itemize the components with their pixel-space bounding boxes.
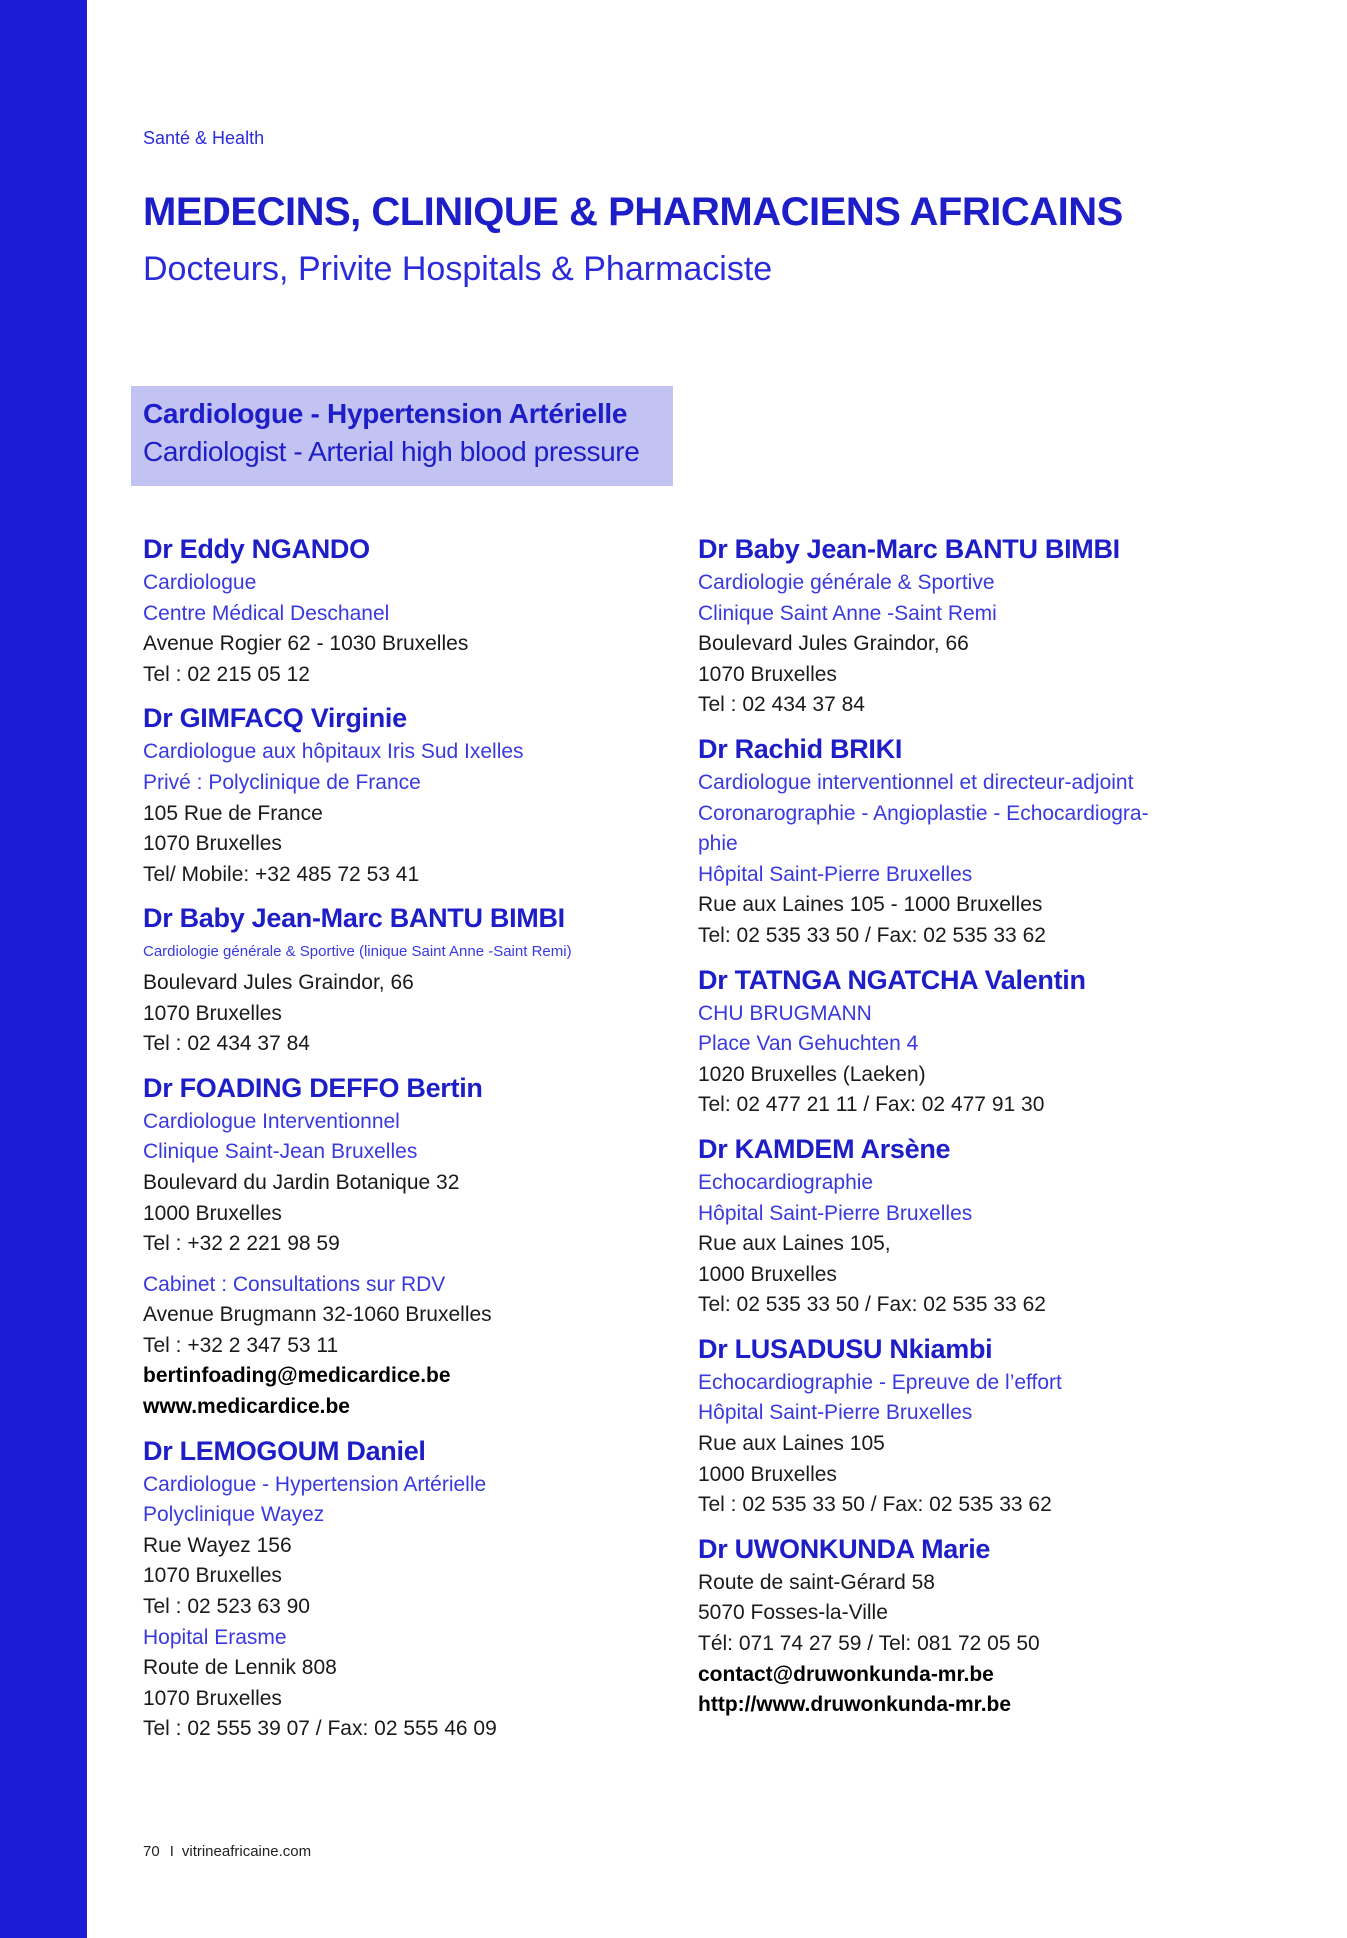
detail-line: Cardiologue interventionnel et directeur-adjoint <box>698 770 1134 794</box>
doctor-name: Dr Rachid BRIKI <box>698 733 903 764</box>
detail-line: Rue aux Laines 105, <box>698 1232 891 1256</box>
detail-line: 1020 Bruxelles (Laeken) <box>698 1062 926 1086</box>
detail-line: 1070 Bruxelles <box>143 1001 282 1025</box>
category-title-en: Cardiologist - Arterial high blood pressure <box>143 436 640 467</box>
detail-line: Cardiologie générale & Sportive <box>698 571 995 594</box>
doctor-name: Dr Baby Jean-Marc BANTU BIMBI <box>698 534 1120 564</box>
detail-line: Rue Wayez 156 <box>143 1533 292 1557</box>
category-title-fr: Cardiologue - Hypertension Artérielle <box>143 398 628 429</box>
detail-line: Tel: 02 535 33 50 / Fax: 02 535 33 62 <box>698 1293 1046 1317</box>
detail-line: 1000 Bruxelles <box>698 1262 837 1286</box>
detail-line: 1000 Bruxelles <box>698 1462 837 1486</box>
detail-line: 1070 Bruxelles <box>143 1686 282 1710</box>
doctor-name: Dr Baby Jean-Marc BANTU BIMBI <box>143 903 565 934</box>
contact-link[interactable]: http://www.druwonkunda-mr.be <box>698 1693 1012 1717</box>
detail-line: Tel/ Mobile: +32 485 72 53 41 <box>143 862 420 886</box>
doctor-name: Dr UWONKUNDA Marie <box>698 1533 991 1564</box>
detail-line: Tel: 02 535 33 50 / Fax: 02 535 33 62 <box>698 923 1046 947</box>
detail-line: Tel : 02 535 33 50 / Fax: 02 535 33 62 <box>698 1493 1052 1517</box>
doctor-entry <box>143 530 683 690</box>
detail-line: Hôpital Saint-Pierre Bruxelles <box>698 1401 973 1425</box>
doctor-entry <box>698 1130 1218 1321</box>
detail-line: Tel : 02 434 37 84 <box>698 693 865 717</box>
detail-line: Avenue Rogier 62 - 1030 Bruxelles <box>143 632 469 656</box>
page-footer <box>143 1843 311 1860</box>
detail-line: 1070 Bruxelles <box>698 662 837 686</box>
detail-line: Boulevard du Jardin Botanique 32 <box>143 1170 460 1194</box>
detail-line: Echocardiographie <box>698 1170 874 1194</box>
doctor-entry <box>698 530 1218 721</box>
right-column <box>698 530 1218 1730</box>
detail-line: Tel: 02 477 21 11 / Fax: 02 477 91 30 <box>698 1093 1045 1117</box>
detail-line: Tel : 02 523 63 90 <box>143 1595 310 1619</box>
footer-separator: I <box>169 1843 174 1860</box>
detail-line: Tel : 02 555 39 07 / Fax: 02 555 46 09 <box>143 1717 497 1741</box>
detail-line: Cardiologue aux hôpitaux Iris Sud Ixelles <box>143 740 524 764</box>
contact-link[interactable]: contact@druwonkunda-mr.be <box>698 1662 994 1686</box>
detail-line: Coronarographie - Angioplastie - Echocardiogra- <box>698 801 1149 825</box>
detail-line: Boulevard Jules Graindor, 66 <box>698 632 969 656</box>
doctor-entry <box>143 699 683 890</box>
detail-line: phie <box>698 832 738 856</box>
detail-line: Route de Lennik 808 <box>143 1656 337 1680</box>
section-tag: Santé & Health <box>143 128 265 148</box>
doctor-entry <box>698 961 1218 1121</box>
detail-line: Hôpital Saint-Pierre Bruxelles <box>698 1201 973 1225</box>
doctor-entry <box>698 1530 1218 1721</box>
detail-line: CHU BRUGMANN <box>698 1001 872 1025</box>
detail-line: Hôpital Saint-Pierre Bruxelles <box>698 862 973 886</box>
doctor-name: Dr TATNGA NGATCHA Valentin <box>698 964 1086 995</box>
contact-link[interactable]: bertinfoading@medicardice.be <box>143 1364 451 1388</box>
detail-line: Cabinet : Consultations sur RDV <box>143 1272 446 1296</box>
detail-line: Hopital Erasme <box>143 1625 287 1649</box>
detail-line: Route de saint-Gérard 58 <box>698 1570 935 1594</box>
detail-line: Tel : +32 2 221 98 59 <box>143 1232 340 1256</box>
detail-line: Avenue Brugmann 32-1060 Bruxelles <box>143 1303 492 1327</box>
footer-site: vitrineafricaine.com <box>181 1843 312 1860</box>
page-subtitle: Docteurs, Privite Hospitals & Pharmaciste <box>143 250 773 288</box>
detail-line: Echocardiographie - Epreuve de l’effort <box>698 1370 1062 1394</box>
doctor-name: Dr KAMDEM Arsène <box>698 1133 951 1164</box>
detail-line: Cardiologue <box>143 571 257 594</box>
detail-line: Cardiologue Interventionnel <box>143 1109 400 1133</box>
detail-line: 5070 Fosses-la-Ville <box>698 1601 888 1625</box>
detail-line: Boulevard Jules Graindor, 66 <box>143 970 414 994</box>
detail-line: 1000 Bruxelles <box>143 1201 282 1225</box>
detail-line: 105 Rue de France <box>143 801 323 825</box>
doctor-entry <box>143 899 683 1059</box>
side-color-bar <box>0 0 87 1938</box>
page-title: MEDECINS, CLINIQUE & PHARMACIENS AFRICAINS <box>143 190 1123 234</box>
detail-line: Polyclinique Wayez <box>143 1503 325 1527</box>
detail-line: Tel : 02 215 05 12 <box>143 662 310 686</box>
doctor-name: Dr LEMOGOUM Daniel <box>143 1435 426 1466</box>
detail-line: Clinique Saint Anne -Saint Remi <box>698 601 997 625</box>
detail-line: Clinique Saint-Jean Bruxelles <box>143 1140 418 1164</box>
page-number: 70 <box>143 1843 160 1860</box>
detail-line: Privé : Polyclinique de France <box>143 770 421 794</box>
detail-line: Cardiologie générale & Sportive (linique Saint Anne -Saint Remi) <box>143 943 572 961</box>
doctor-entry <box>698 1330 1218 1521</box>
detail-line: Cardiologue - Hypertension Artérielle <box>143 1472 487 1496</box>
detail-line: 1070 Bruxelles <box>143 832 282 856</box>
detail-line: Tel : +32 2 347 53 11 <box>143 1333 339 1357</box>
doctor-name: Dr Eddy NGANDO <box>143 534 370 564</box>
doctor-name: Dr LUSADUSU Nkiambi <box>698 1333 993 1364</box>
doctor-entry <box>698 730 1218 952</box>
detail-line: Place Van Gehuchten 4 <box>698 1032 919 1056</box>
detail-line: Rue aux Laines 105 - 1000 Bruxelles <box>698 893 1043 917</box>
detail-line: Centre Médical Deschanel <box>143 601 390 625</box>
doctor-entry <box>143 1069 683 1423</box>
left-column <box>143 530 683 1754</box>
category-box <box>131 386 673 486</box>
detail-line: Tel : 02 434 37 84 <box>143 1032 310 1056</box>
detail-line: Rue aux Laines 105 <box>698 1432 885 1456</box>
doctor-name: Dr GIMFACQ Virginie <box>143 703 407 734</box>
detail-line: Tél: 071 74 27 59 / Tel: 081 72 05 50 <box>698 1632 1040 1656</box>
contact-link[interactable]: www.medicardice.be <box>143 1395 350 1419</box>
doctor-name: Dr FOADING DEFFO Bertin <box>143 1072 483 1103</box>
doctor-entry <box>143 1432 683 1745</box>
detail-line: 1070 Bruxelles <box>143 1564 282 1588</box>
